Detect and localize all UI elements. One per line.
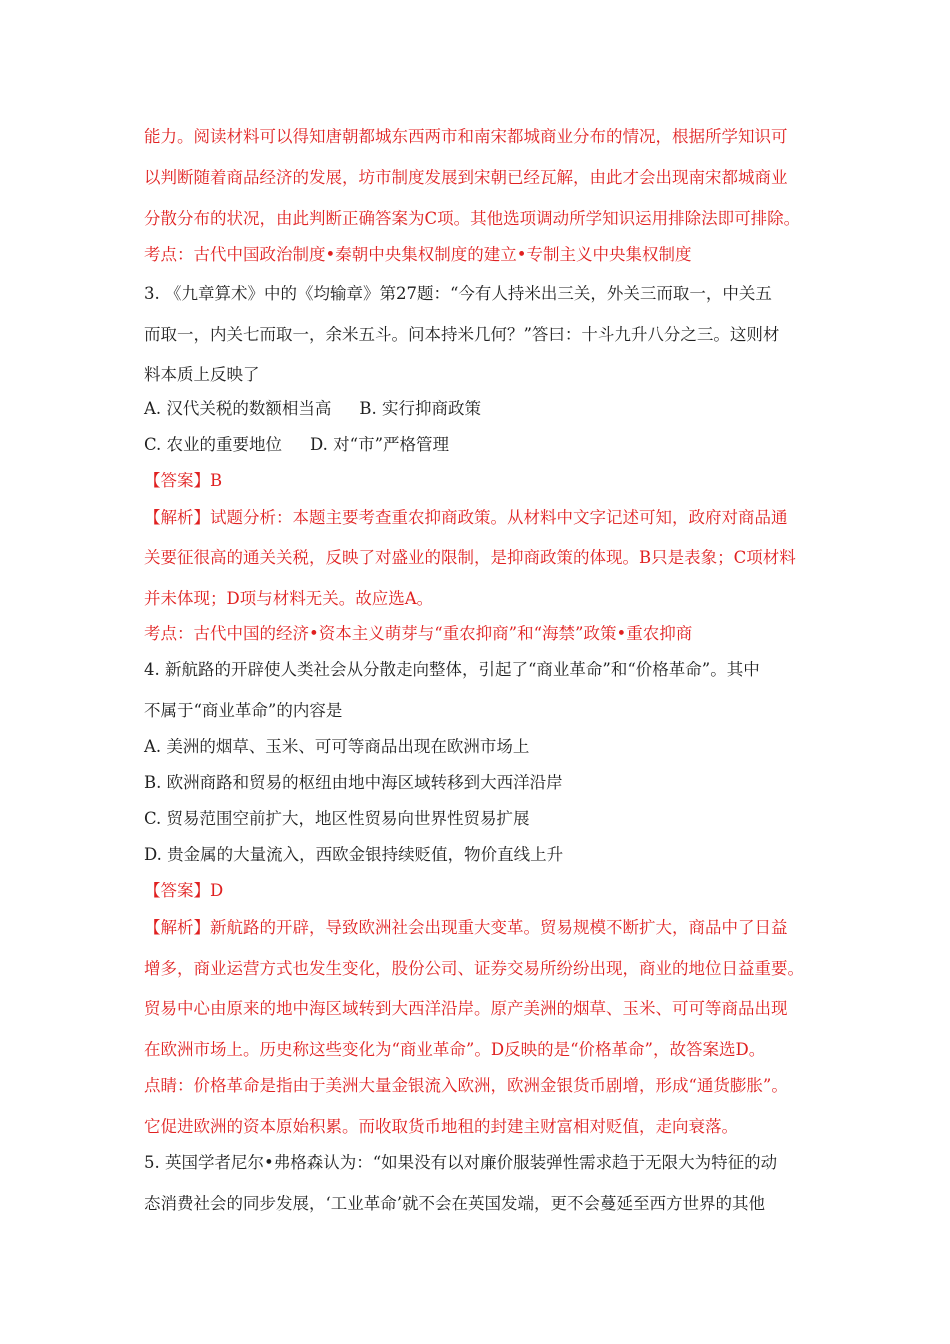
q4-option-c: C. 贸易范围空前扩大，地区性贸易向世界性贸易扩展 bbox=[144, 809, 530, 828]
q3-analysis-line-3: 并未体现；D项与材料无关。故应选A。 bbox=[144, 589, 434, 608]
q4-dianjing-line-1: 点睛：价格革命是指由于美洲大量金银流入欧洲，欧洲金银货币剧增，形成“通货膨胀”。 bbox=[144, 1076, 788, 1095]
q4-analysis-line-1: 【解析】新航路的开辟，导致欧洲社会出现重大变革。贸易规模不断扩大，商品中了日益 bbox=[144, 918, 788, 937]
q4-option-a: A. 美洲的烟草、玉米、可可等商品出现在欧洲市场上 bbox=[144, 737, 530, 756]
q3-option-d: D. 对“市”严格管理 bbox=[310, 435, 450, 454]
q3-options-row-1 bbox=[144, 399, 481, 419]
q3-option-b: B. 实行抑商政策 bbox=[359, 399, 482, 418]
q3-kaodian: 考点：古代中国的经济•资本主义萌芽与“重农抑商”和“海禁”政策•重农抑商 bbox=[144, 624, 693, 643]
q4-option-b: B. 欧洲商路和贸易的枢纽由地中海区域转移到大西洋沿岸 bbox=[144, 773, 563, 792]
q4-dianjing-line-2: 它促进欧洲的资本原始积累。而收取货币地租的封建主财富相对贬值，走向衰落。 bbox=[144, 1117, 738, 1136]
q3-analysis-line-2: 关要征很高的通关关税，反映了对盛业的限制，是抑商政策的体现。B只是表象；C项材料 bbox=[144, 548, 796, 567]
q5-stem-line-1: 5. 英国学者尼尔•弗格森认为：“如果没有以对廉价服装弹性需求趋于无限大为特征的动 bbox=[144, 1153, 778, 1172]
q4-analysis-line-4: 在欧洲市场上。历史称这些变化为“商业革命”。D反映的是“价格革命”，故答案选D。 bbox=[144, 1040, 766, 1059]
q3-options-row-2 bbox=[144, 435, 449, 455]
prev-analysis-line-1: 能力。阅读材料可以得知唐朝都城东西两市和南宋都城商业分布的情况，根据所学知识可 bbox=[144, 127, 788, 146]
prev-analysis-line-3: 分散分布的状况，由此判断正确答案为C项。其他选项调动所学知识运用排除法即可排除。 bbox=[144, 209, 801, 228]
q3-stem-line-2: 而取一，内关七而取一，余米五斗。问本持米几何？”答曰：十斗九升八分之三。这则材 bbox=[144, 325, 780, 344]
q3-analysis-line-1: 【解析】试题分析：本题主要考查重农抑商政策。从材料中文字记述可知，政府对商品通 bbox=[144, 508, 788, 527]
q4-stem-line-1: 4. 新航路的开辟使人类社会从分散走向整体，引起了“商业革命”和“价格革命”。其中 bbox=[144, 660, 760, 679]
prev-analysis-line-2: 以判断随着商品经济的发展，坊市制度发展到宋朝已经瓦解，由此才会出现南宋都城商业 bbox=[144, 168, 788, 187]
prev-kaodian: 考点：古代中国政治制度•秦朝中央集权制度的建立•专制主义中央集权制度 bbox=[144, 245, 692, 264]
q3-option-c: C. 农业的重要地位 bbox=[144, 435, 283, 454]
q3-answer: 【答案】B bbox=[144, 471, 223, 490]
q4-answer: 【答案】D bbox=[144, 881, 224, 900]
q4-stem-line-2: 不属于“商业革命”的内容是 bbox=[144, 701, 343, 720]
q3-option-a: A. 汉代关税的数额相当高 bbox=[144, 399, 332, 418]
q5-stem-line-2: 态消费社会的同步发展，‘工业革命’就不会在英国发端，更不会蔓延至西方世界的其他 bbox=[144, 1194, 765, 1213]
q4-analysis-line-2: 增多，商业运营方式也发生变化，股份公司、证券交易所纷纷出现，商业的地位日益重要。 bbox=[144, 959, 804, 978]
q4-analysis-line-3: 贸易中心由原来的地中海区域转到大西洋沿岸。原产美洲的烟草、玉米、可可等商品出现 bbox=[144, 999, 788, 1018]
q3-stem-line-3: 料本质上反映了 bbox=[144, 365, 260, 384]
q3-stem-line-1: 3. 《九章算术》中的《均输章》第27题：“今有人持米出三关，外关三而取一，中关五 bbox=[144, 284, 772, 303]
q4-option-d: D. 贵金属的大量流入，西欧金银持续贬值，物价直线上升 bbox=[144, 845, 564, 864]
